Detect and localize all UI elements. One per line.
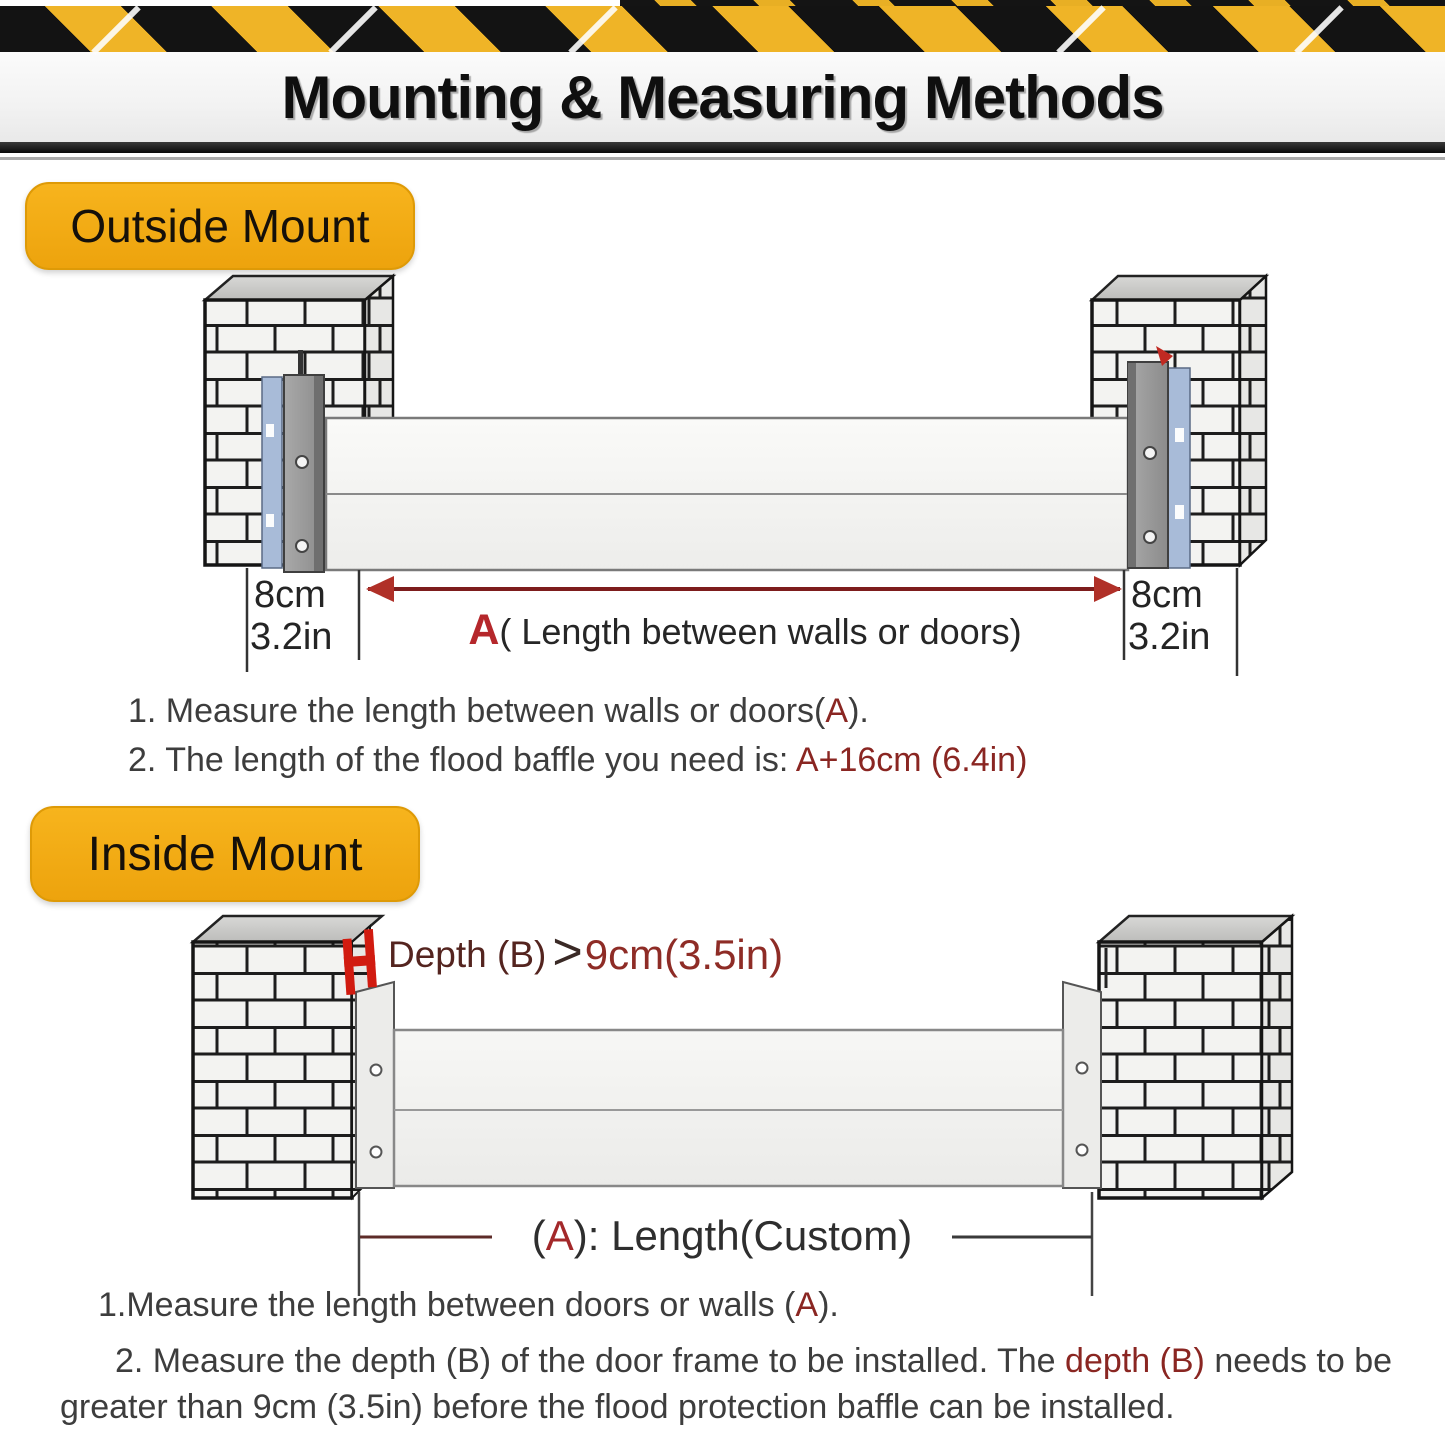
depth-value: 9cm(3.5in)	[584, 931, 784, 978]
screw	[371, 1147, 382, 1158]
step-accent: A	[825, 692, 849, 730]
header-caution-stripe-band	[0, 6, 1445, 52]
right-mounting-channel	[1128, 346, 1190, 568]
step-text: 1.Measure the length between doors or walls (	[98, 1286, 796, 1324]
length-label-text: (	[531, 1212, 546, 1259]
tape-gap	[568, 5, 617, 54]
tape-gap	[91, 5, 140, 54]
outside-mount-badge-label: Outside Mount	[70, 200, 370, 252]
screw	[1144, 531, 1156, 543]
greater-than-sign: >	[552, 923, 583, 981]
header-divider-line	[0, 157, 1445, 160]
step-text: 1. Measure the length between walls or doors(	[128, 692, 826, 730]
right-inside-channel	[1063, 982, 1101, 1188]
custom-length-label	[498, 1212, 946, 1260]
right-gap-in: 3.2in	[1128, 616, 1211, 658]
header-divider-bar	[0, 142, 1445, 153]
left-mounting-channel	[262, 350, 324, 572]
right-gap-cm: 8cm	[1131, 574, 1203, 616]
flood-barrier-panels	[394, 1030, 1063, 1186]
screw	[296, 456, 308, 468]
step-accent: depth (B)	[1065, 1342, 1205, 1380]
title-band	[0, 52, 1445, 142]
length-label-text: ): Length(Custom)	[573, 1212, 913, 1259]
step-text: ).	[818, 1286, 839, 1324]
outside-step-2	[128, 741, 1027, 780]
inside-step-1	[98, 1286, 839, 1325]
screw	[296, 540, 308, 552]
channel-pin	[298, 350, 303, 378]
screw	[371, 1065, 382, 1076]
outside-mount-badge	[25, 182, 415, 270]
length-between-walls-label	[380, 606, 1110, 655]
step-text: 2. The length of the flood baffle you need is:	[128, 741, 796, 779]
inside-step-2	[60, 1338, 1405, 1430]
tape-gap	[328, 5, 377, 54]
length-a-accent: A	[545, 1212, 574, 1259]
step-accent: A+16cm (6.4in)	[795, 741, 1028, 779]
outside-mount-diagram	[0, 270, 1445, 690]
inside-mount-badge-label: Inside Mount	[87, 827, 363, 881]
right-brick-pillar	[1099, 916, 1292, 1198]
screw	[1144, 447, 1156, 459]
left-gap-cm: 8cm	[254, 574, 326, 616]
left-gap-in: 3.2in	[250, 616, 333, 658]
page-title: Mounting & Measuring Methods	[281, 63, 1164, 131]
step-text: ).	[848, 692, 869, 730]
tape-gap	[1294, 5, 1343, 54]
step-accent: A	[795, 1286, 819, 1324]
length-label-text: ( Length between walls or doors)	[499, 611, 1022, 652]
left-inside-channel	[356, 982, 394, 1188]
screw	[1077, 1063, 1088, 1074]
length-a-accent: A	[468, 606, 500, 654]
outside-step-1	[128, 692, 869, 731]
screw	[1077, 1145, 1088, 1156]
depth-label	[388, 922, 783, 988]
inside-mount-diagram	[0, 905, 1445, 1305]
depth-name: Depth (B)	[388, 934, 547, 975]
length-arrow	[366, 576, 1122, 602]
tape-gap	[1056, 5, 1105, 54]
flood-barrier-panels	[326, 418, 1128, 570]
inside-mount-badge	[30, 806, 420, 902]
step-text: 2. Measure the depth (B) of the door frame to be installed. The	[115, 1342, 1066, 1380]
step-text: needs to be greater than 9cm (3.5in) before the flood protection baffle can be installed.	[60, 1342, 1393, 1426]
